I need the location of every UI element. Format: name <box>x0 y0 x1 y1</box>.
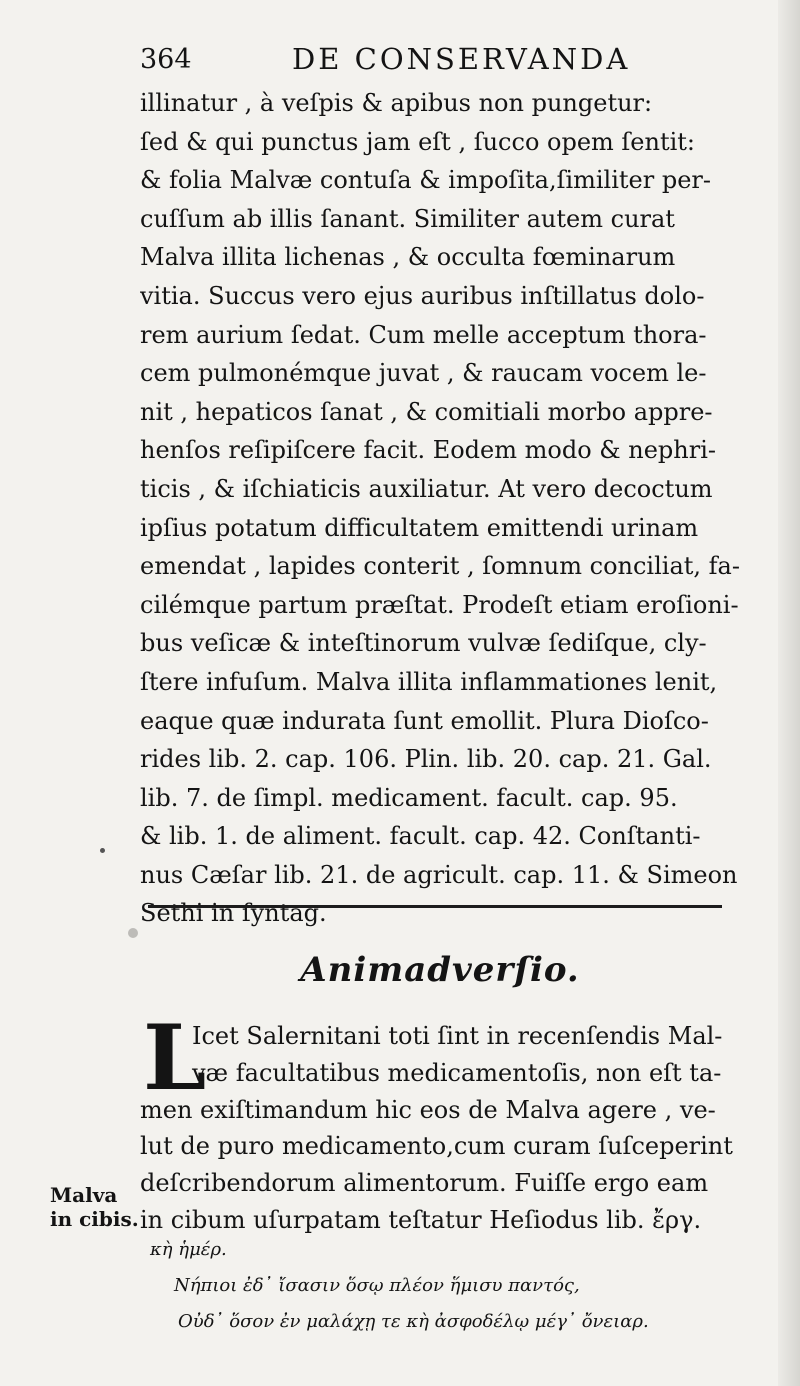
text-line: in cibum uſurpatam teſtatur Heſiodus lib. ἔργ. <box>140 1205 702 1234</box>
running-title: DE CONSERVANDA <box>292 42 631 76</box>
text-line: væ facultatibus medicamentoſis, non eſt ta- <box>192 1058 722 1087</box>
running-header <box>140 42 720 82</box>
text-line: cem pulmonémque juvat , & raucam vocem le- <box>140 359 707 388</box>
greek-quotation <box>150 1232 770 1340</box>
text-line: rem aurium ſedat. Cum melle acceptum thora- <box>140 320 707 349</box>
text-line: ticis , & iſchiaticis auxiliatur. At vero decoctum <box>140 474 713 503</box>
text-line: eaque quæ indurata ſunt emollit. Plura Dioſco- <box>140 706 709 735</box>
text-line: Icet Salernitani toti ſint in recenſendis Mal- <box>192 1022 723 1050</box>
text-line: nus Cæſar lib. 21. de agricult. cap. 11. & Simeon <box>140 860 738 889</box>
drop-cap: L <box>143 1005 207 1111</box>
body-paragraph <box>140 84 765 933</box>
text-line: men exiſtimandum hic eos de Malva agere , ve- <box>140 1095 716 1124</box>
margin-note <box>50 1183 139 1231</box>
text-line: cilémque partum præſtat. Prodeſt etiam eroſioni- <box>140 590 739 619</box>
text-line: ipſius potatum difficultatem emittendi urinam <box>140 513 699 542</box>
text-line: vitia. Succus vero ejus auribus inſtillatus dolo- <box>140 281 705 310</box>
text-line: lib. 7. de ſimpl. medicament. facult. cap. 95. <box>140 783 678 812</box>
text-line: ſtere infuſum. Malva illita inflammationes lenit, <box>140 667 718 696</box>
text-line: ſed & qui punctus jam eſt , ſucco opem ſentit: <box>140 127 696 156</box>
text-line: cuſſum ab illis ſanant. Similiter autem curat <box>140 204 675 233</box>
section-heading: Animadverſio. <box>300 950 580 990</box>
text-line: deſcribendorum alimentorum. Fuiſſe ergo eam <box>140 1169 709 1198</box>
text-line: Sethi in ſyntag. <box>140 899 327 928</box>
margin-note-line: in cibis. <box>50 1207 139 1231</box>
text-line: nit , hepaticos ſanat , & comitiali morbo appre- <box>140 397 713 426</box>
page-number: 364 <box>140 44 192 75</box>
greek-line: Οὐδ᾽ ὅσον ἐν μαλάχῃ τε κὴ ἀσφοδέλῳ μέγ᾽ ὄνειαρ. <box>178 1311 649 1332</box>
text-line: Malva illita lichenas , & occulta fœminarum <box>140 243 676 272</box>
margin-note-line: Malva <box>50 1183 118 1207</box>
section-divider <box>148 905 722 908</box>
text-line: emendat , lapides conterit , ſomnum conciliat, fa- <box>140 552 740 581</box>
text-line: & lib. 1. de aliment. facult. cap. 42. Conſtanti- <box>140 822 701 851</box>
greek-line: Νήπιοι ἐδ᾽ ἴσασιν ὅσῳ πλέον ἥμισυ παντός, <box>174 1275 580 1296</box>
text-line: henſos reſipiſcere facit. Eodem modo & nephri- <box>140 436 717 465</box>
text-line: rides lib. 2. cap. 106. Plin. lib. 20. cap. 21. Gal. <box>140 745 712 774</box>
text-line: illinatur , à veſpis & apibus non pungetur: <box>140 89 653 117</box>
paper-stain <box>128 928 138 938</box>
text-line: & folia Malvæ contuſa & impoſita,ſimiliter per- <box>140 166 712 195</box>
greek-line: κὴ ἡμέρ. <box>150 1239 227 1260</box>
ink-speck <box>100 848 105 853</box>
text-line: bus veſicæ & inteſtinorum vulvæ ſediſque, cly- <box>140 629 707 658</box>
page-edge <box>778 0 800 1386</box>
animadversio-paragraph <box>140 1005 765 1239</box>
text-line: lut de puro medicamento,cum curam ſuſceperint <box>140 1132 733 1161</box>
